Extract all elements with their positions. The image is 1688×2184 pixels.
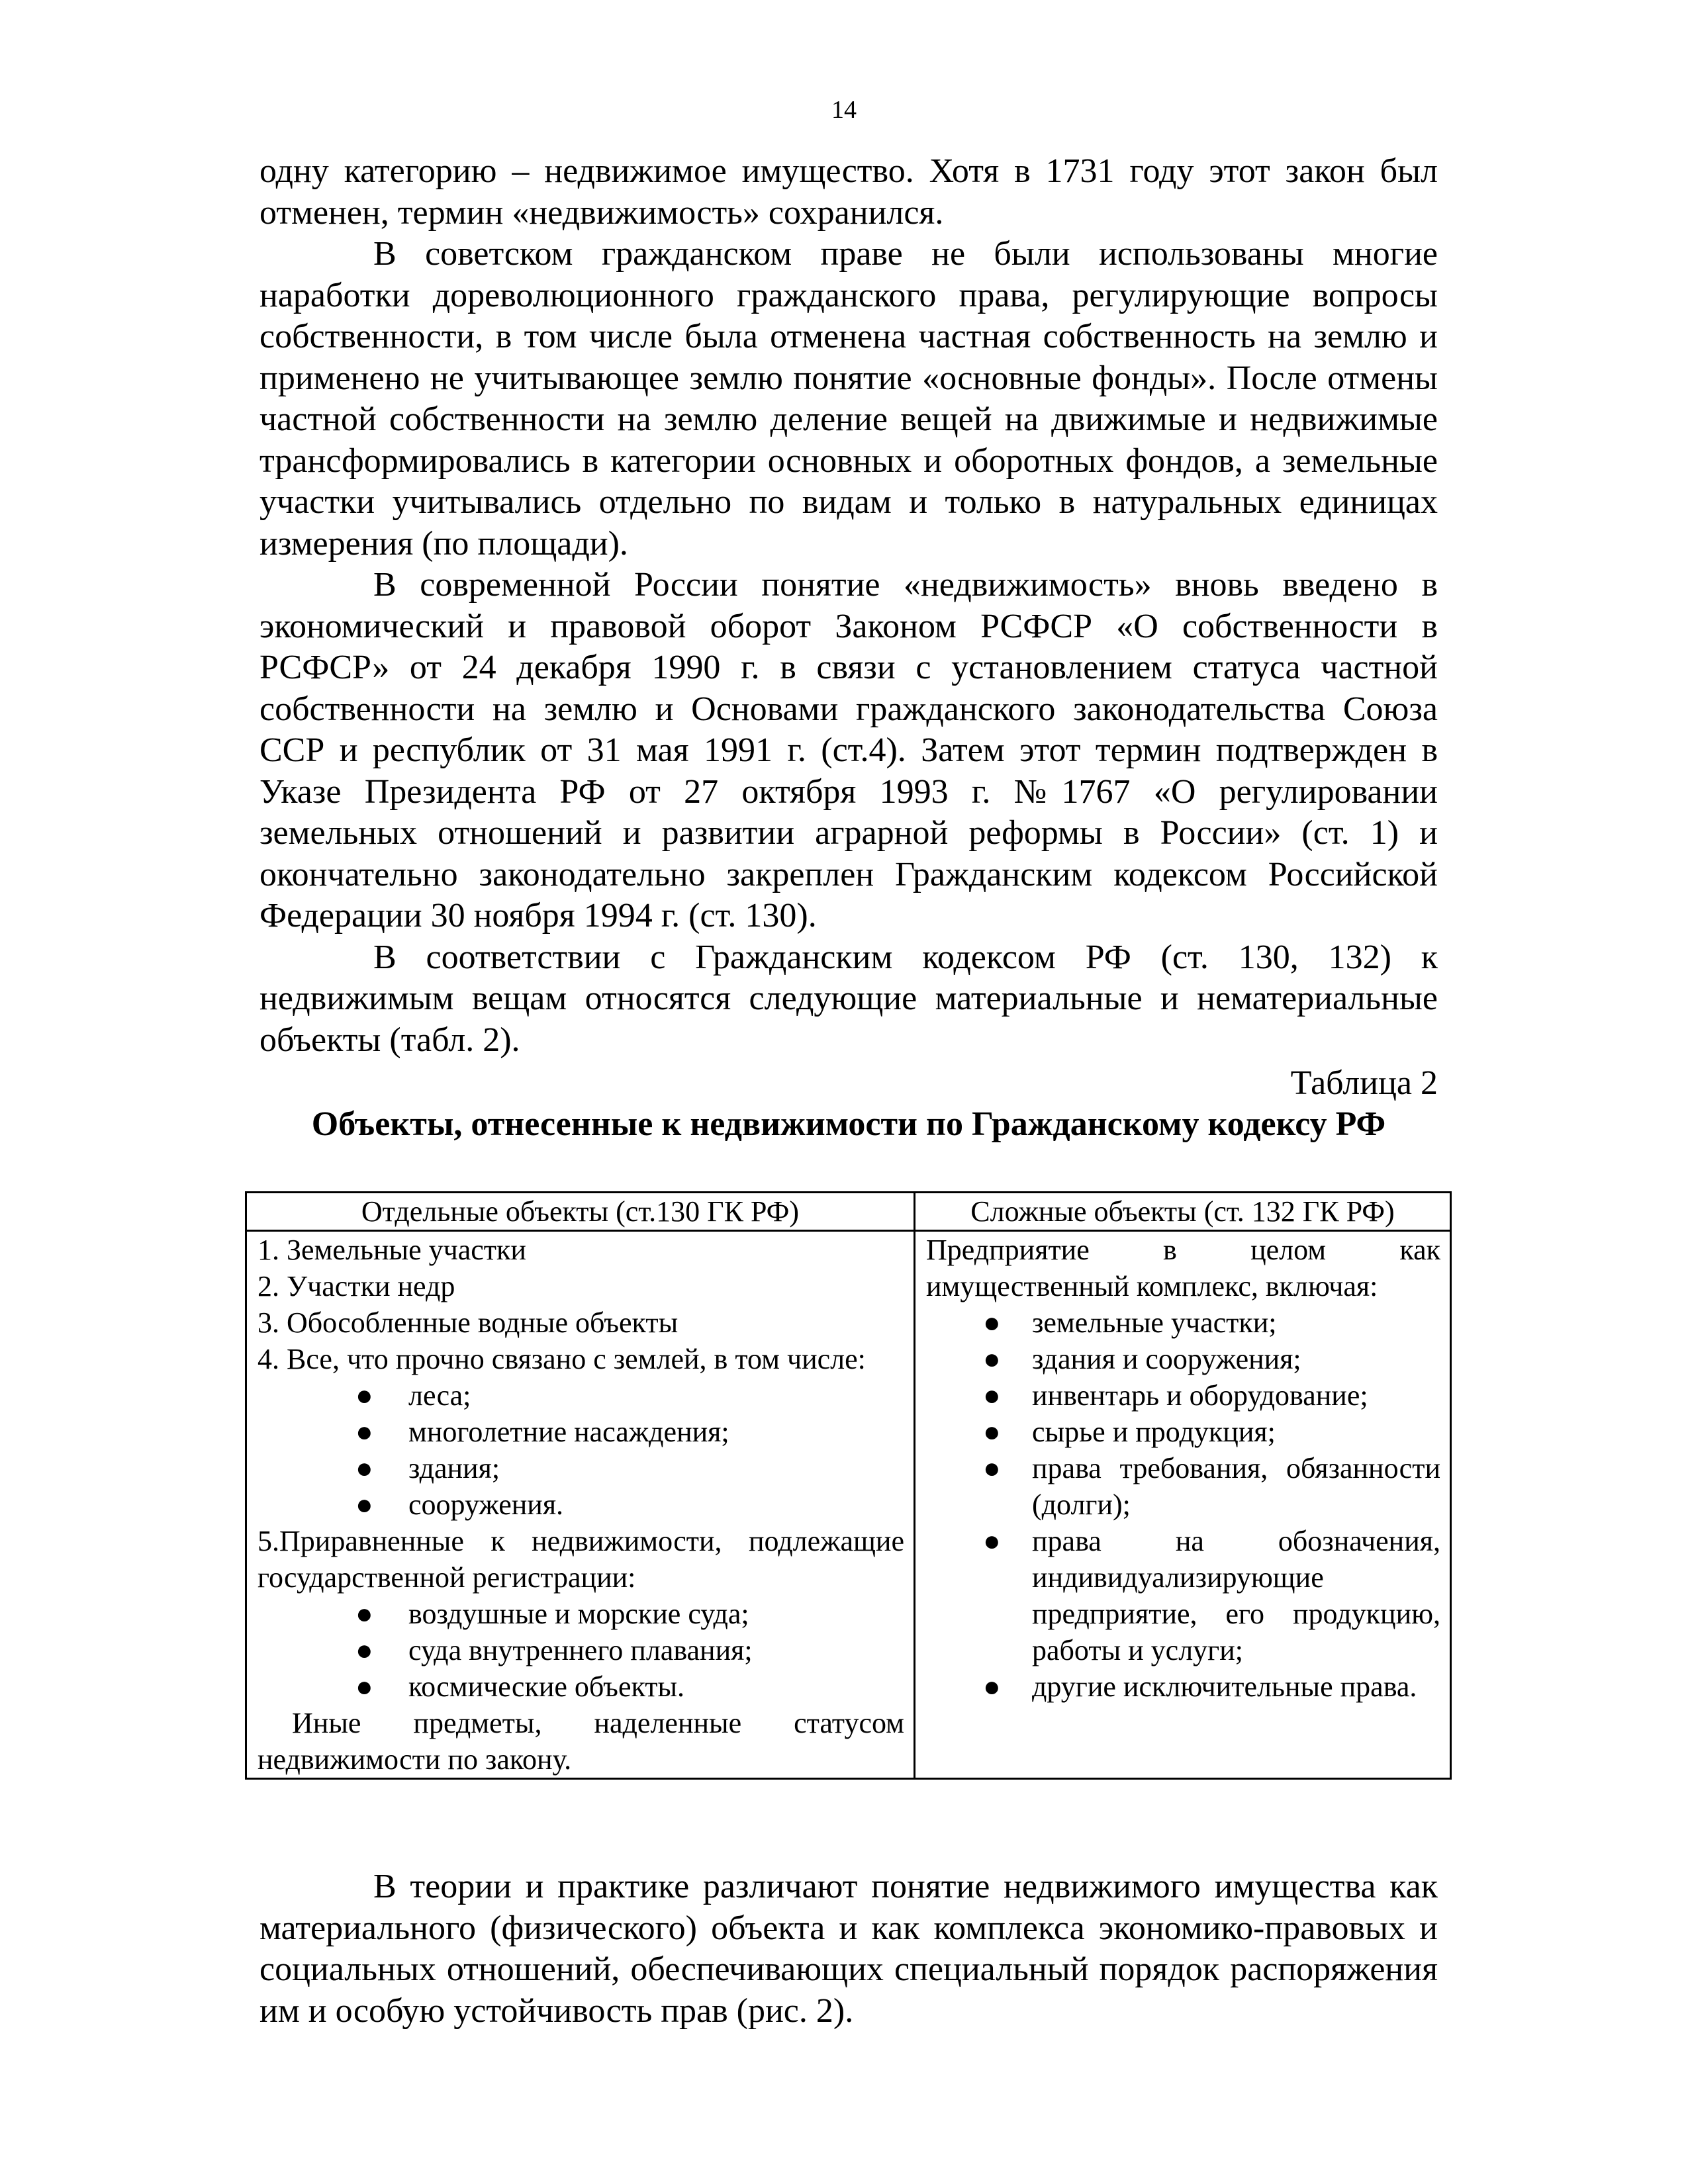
bullet-icon: ●: [355, 1634, 373, 1666]
bullet-icon: ●: [355, 1598, 373, 1630]
bullet-icon: ●: [983, 1379, 1001, 1412]
bullet-text: другие исключительные права.: [1032, 1670, 1417, 1703]
list-item: Иные предметы, наделенные статусом недвижимости по закону.: [258, 1707, 904, 1776]
bullet-item: [926, 1523, 1440, 1668]
paragraph: В современной России понятие «недвижимость» вновь введено в экономический и правовой оборот Законом РСФСР «О собственности в РСФСР» от 24 декабря 1990 г. в связи с установлением статуса частной собственности на землю и Основами гражданского законодательства Союза ССР и республик от 31 мая 1991 г. (ст.4). Затем этот термин подтвержден в Указе Президента РФ от 27 октября 1993 г. №1767 «О регулировании земельных отношений и развитии аграрной реформы в России» (ст. 1) и окончательно законодательно закреплен Гражданским кодексом Российской Федерации 30 ноября 1994 г. (ст. 130).: [259, 566, 1438, 934]
list-item: 4. Все, что прочно связано с землей, в том числе:: [258, 1343, 866, 1375]
bullet-text: сырье и продукция;: [1032, 1416, 1276, 1448]
bullet-text: здания и сооружения;: [1032, 1343, 1301, 1375]
list-item: 5.Приравненные к недвижимости, подлежащие государственной регистрации:: [258, 1525, 904, 1594]
bullet-text: права требования, обязанности (долги);: [1032, 1452, 1440, 1521]
bullet-text: суда внутреннего плавания;: [408, 1634, 753, 1666]
bullet-text: леса;: [408, 1379, 471, 1412]
paragraph: В советском гражданском праве не были использованы многие наработки дореволюционного гражданского права, регулирующие вопросы собственности, в том числе была отменена частная собственность на землю и применено не учитывающее землю понятие «основные фонды». После отмены частной собственности на землю деление вещей на движимые и недвижимые трансформировались в категории основных и оборотных фондов, а земельные участки учитывались отдельно по видам и только в натуральных единицах измерения (по площади).: [259, 235, 1438, 563]
cell-intro: Предприятие в целом как имущественный комплекс, включая:: [926, 1234, 1440, 1302]
bullet-text: сооружения.: [408, 1488, 564, 1521]
bullet-text: инвентарь и оборудование;: [1032, 1379, 1368, 1412]
bullet-item: [258, 1414, 904, 1450]
list-item: 2. Участки недр: [258, 1270, 455, 1302]
bullet-text: космические объекты.: [408, 1670, 685, 1703]
bullet-list: [258, 1596, 904, 1705]
bullet-icon: ●: [983, 1452, 1001, 1484]
bullet-icon: ●: [983, 1525, 1001, 1557]
header-complex-objects: Сложные объекты (ст. 132 ГК РФ): [915, 1193, 1451, 1231]
bullet-icon: ●: [355, 1488, 373, 1521]
bullet-icon: ●: [355, 1379, 373, 1412]
body-text-top: [259, 151, 1438, 1061]
paragraph: В соответствии с Гражданским кодексом РФ (ст. 130, 132) к недвижимым вещам относятся следующие материальные и нематериальные объекты (табл. 2).: [259, 938, 1438, 1059]
bullet-item: [258, 1450, 904, 1486]
bullet-item: [926, 1377, 1440, 1414]
bullet-item: [926, 1450, 1440, 1523]
bullet-text: здания;: [408, 1452, 500, 1484]
bullet-list: [258, 1377, 904, 1523]
bullet-icon: ●: [355, 1670, 373, 1703]
paragraph: В теории и практике различают понятие недвижимого имущества как материального (физического) объекта и как комплекса экономико-правовых и социальных отношений, обеспечивающих специальный порядок распоряжения им и особую устойчивость прав (рис. 2).: [259, 1868, 1438, 2030]
list-item: 1. Земельные участки: [258, 1234, 526, 1266]
bullet-icon: ●: [983, 1343, 1001, 1375]
bullet-icon: ●: [355, 1452, 373, 1484]
bullet-item: [258, 1377, 904, 1414]
table-number: Таблица 2: [1290, 1064, 1438, 1102]
bullet-item: [926, 1414, 1440, 1450]
list-item: 3. Обособленные водные объекты: [258, 1306, 679, 1339]
header-separate-objects: Отдельные объекты (ст.130 ГК РФ): [246, 1193, 915, 1231]
bullet-list: [926, 1304, 1440, 1705]
body-text-bottom: [259, 1866, 1438, 2032]
bullet-item: [926, 1668, 1440, 1705]
bullet-text: земельные участки;: [1032, 1306, 1277, 1339]
complex-objects-cell: [915, 1231, 1451, 1779]
table-row: [246, 1231, 1451, 1779]
bullet-icon: ●: [355, 1416, 373, 1448]
table-header-row: [246, 1193, 1451, 1231]
bullet-icon: ●: [983, 1306, 1001, 1339]
bullet-item: [258, 1486, 904, 1523]
separate-objects-cell: [246, 1231, 915, 1779]
page-number: 14: [831, 96, 857, 124]
bullet-item: [258, 1596, 904, 1632]
bullet-item: [258, 1668, 904, 1705]
table-title: Объекты, отнесенные к недвижимости по Гражданскому кодексу РФ: [311, 1105, 1386, 1143]
paragraph: одну категорию – недвижимое имущество. Хотя в 1731 году этот закон был отменен, термин «недвижимость» сохранился.: [259, 152, 1438, 232]
bullet-icon: ●: [983, 1670, 1001, 1703]
bullet-text: воздушные и морские суда;: [408, 1598, 749, 1630]
objects-table: [245, 1191, 1452, 1780]
bullet-item: [258, 1632, 904, 1668]
bullet-text: права на обозначения, индивидуализирующие предприятие, его продукцию, работы и услуги;: [1032, 1525, 1440, 1666]
bullet-item: [926, 1341, 1440, 1377]
bullet-item: [926, 1304, 1440, 1341]
bullet-text: многолетние насаждения;: [408, 1416, 729, 1448]
bullet-icon: ●: [983, 1416, 1001, 1448]
